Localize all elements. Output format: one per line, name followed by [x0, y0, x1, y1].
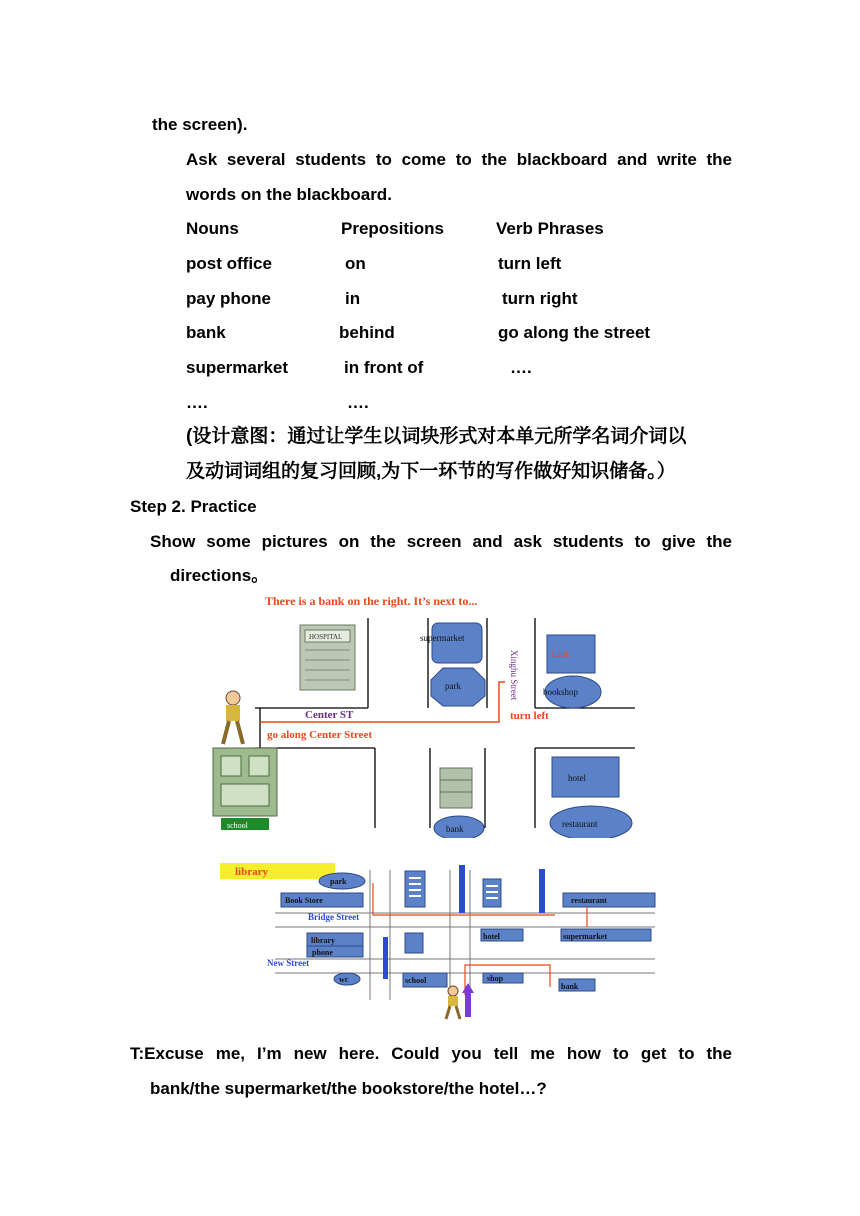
person-icon — [446, 986, 460, 1019]
hotel-label: hotel — [568, 773, 586, 783]
supermarket-block — [432, 623, 482, 663]
step-heading: Step 2. Practice — [130, 497, 257, 516]
phone-label: phone — [312, 948, 333, 957]
park-label: park — [330, 877, 347, 886]
verb-phrase-cell: …. — [510, 358, 532, 377]
go-along-label: go along Center Street — [267, 729, 372, 741]
noun-cell: post office — [186, 254, 272, 273]
shop-label: shop — [487, 974, 504, 983]
design-intent-line2: 及动词词组的复习回顾,为下一环节的写作做好知识储备。） — [186, 461, 676, 482]
library-banner-label: library — [235, 866, 268, 878]
design-intent-line1: (设计意图：通过让学生以词块形式对本单元所学名词介词以 — [186, 426, 687, 447]
map-picture-2 — [215, 855, 665, 1025]
verb-phrase-cell: turn right — [502, 289, 578, 308]
preposition-cell: on — [345, 254, 366, 273]
preposition-cell: in front of — [344, 358, 424, 377]
library-label: library — [311, 936, 335, 945]
supermarket-label: supermarket — [563, 932, 607, 941]
bank-label: bank — [561, 982, 579, 991]
noun-cell: pay phone — [186, 289, 272, 308]
new-street-label: New Street — [267, 958, 310, 968]
small-block — [405, 933, 423, 953]
header-prepositions: Prepositions — [341, 219, 444, 238]
preposition-cell: in — [345, 289, 361, 308]
verb-phrase-cell: go along the street — [498, 323, 651, 342]
street-marker — [539, 869, 545, 913]
park-label: park — [445, 681, 461, 691]
turn-left-label: turn left — [510, 710, 549, 722]
header-nouns: Nouns — [186, 219, 239, 238]
line-directions: directions。 — [170, 566, 269, 585]
center-st-label: Center ST — [305, 709, 354, 721]
noun-cell: …. — [186, 393, 208, 412]
header-verb-phrases: Verb Phrases — [496, 219, 604, 238]
preposition-cell: …. — [347, 393, 369, 412]
school-building-icon — [213, 748, 277, 816]
bank-building-icon — [440, 768, 472, 808]
supermarket-label: supermarket — [420, 633, 465, 643]
school-label: school — [227, 821, 248, 830]
bridge-street-label: Bridge Street — [308, 912, 360, 922]
map1-title: There is a bank on the right. It’s next to... — [265, 594, 478, 608]
noun-cell: bank — [186, 323, 226, 342]
up-arrow-icon — [462, 983, 474, 1017]
wc-label: wc — [339, 975, 349, 984]
map-picture-1 — [205, 588, 665, 838]
bank-label: bank — [446, 824, 464, 834]
bank-top-label: bank — [552, 649, 570, 659]
hotel-label: hotel — [483, 932, 500, 941]
book-store-label: Book Store — [285, 896, 323, 905]
verb-phrase-cell: turn left — [498, 254, 562, 273]
noun-cell: supermarket — [186, 358, 289, 377]
bookshop-label: bookshop — [543, 687, 579, 697]
hospital-sign: HOSPITAL — [309, 633, 343, 641]
restaurant-label: restaurant — [562, 819, 598, 829]
school-label: school — [405, 976, 427, 985]
person-icon — [223, 691, 243, 744]
line-ask-students: Ask several students to come to the blackboard and write the — [186, 150, 732, 169]
line-the-screen: the screen). — [152, 115, 248, 134]
street-marker — [383, 937, 388, 979]
xinghu-street-label: Xinghu Street — [509, 650, 519, 701]
street-marker — [459, 865, 465, 913]
line-show-pictures: Show some pictures on the screen and ask students to give the — [150, 532, 732, 551]
preposition-cell: behind — [339, 323, 395, 342]
line-words-blackboard: words on the blackboard. — [186, 185, 392, 204]
line-teacher-question: T:Excuse me, I’m new here. Could you tell me how to get to the — [130, 1044, 732, 1063]
line-teacher-question-2: bank/the supermarket/the bookstore/the hotel…? — [150, 1079, 547, 1098]
restaurant-label: restaurant — [571, 896, 607, 905]
